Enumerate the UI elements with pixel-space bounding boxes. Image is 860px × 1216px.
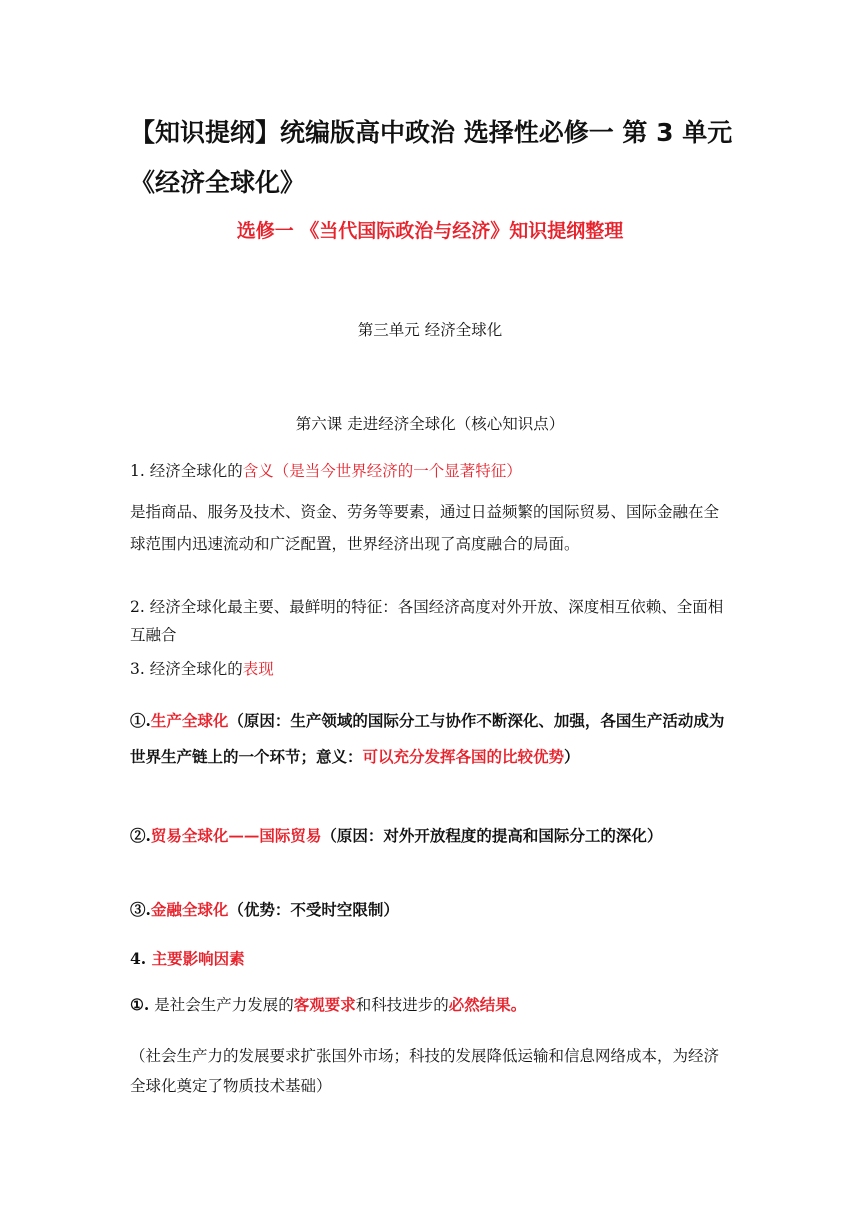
section-2-text: 2. 经济全球化最主要、最鲜明的特征：各国经济高度对外开放、深度相互依赖、全面相互融合 <box>130 598 724 644</box>
item-2-number: ②. <box>130 826 151 845</box>
section-4-heading <box>130 946 730 972</box>
section-4-note: （社会生产力的发展要求扩张国外市场；科技的发展降低运输和信息网络成本，为经济全球化奠定了物质技术基础） <box>130 1047 720 1095</box>
item-2-highlight: 贸易全球化——国际贸易 <box>150 826 322 845</box>
section-3-item-3 <box>130 897 730 923</box>
section-3-prefix: 3. 经济全球化的 <box>130 660 243 678</box>
s4-item-1-highlight-2: 必然结果。 <box>448 995 527 1014</box>
item-1-text: （原因：生产领域的国际分工与协作不断深化、加强，各国生产活动成为世界生产链上的一个环节；意义： <box>130 711 725 766</box>
section-3-heading <box>130 656 730 682</box>
lesson-heading: 第六课 走进经济全球化（核心知识点） <box>295 415 565 433</box>
item-1-highlight-2: 可以充分发挥各国的比较优势 <box>362 747 565 766</box>
item-1-end: ） <box>564 747 580 766</box>
section-4-highlight: 主要影响因素 <box>151 949 245 968</box>
section-4-prefix: 4. <box>130 949 152 968</box>
section-4-item-1 <box>130 992 730 1018</box>
s4-item-1-highlight-1: 客观要求 <box>293 995 356 1014</box>
item-3-highlight: 金融全球化 <box>150 900 229 919</box>
item-1-number: ①. <box>130 711 151 730</box>
item-3-number: ③. <box>130 900 151 919</box>
section-3-highlight: 表现 <box>242 660 274 678</box>
section-3-item-2 <box>130 814 730 858</box>
item-3-text: （优势：不受时空限制） <box>228 900 399 919</box>
section-1-body: 是指商品、服务及技术、资金、劳务等要素，通过日益频繁的国际贸易、国际金融在全球范围内迅速流动和广泛配置，世界经济出现了高度融合的局面。 <box>130 503 720 553</box>
document-title: 【知识提纲】统编版高中政治 选择性必修一 第 3 单元《经济全球化》 <box>130 118 733 197</box>
unit-heading: 第三单元 经济全球化 <box>357 321 503 339</box>
document-subtitle: 选修一 《当代国际政治与经济》知识提纲整理 <box>236 220 624 242</box>
s4-item-1-text-b: 和科技进步的 <box>355 996 449 1014</box>
section-1-highlight: 含义（是当今世界经济的一个显著特征） <box>242 462 522 480</box>
s4-item-1-number: ①. <box>130 995 150 1014</box>
item-2-text: （原因：对外开放程度的提高和国际分工的深化） <box>321 826 663 845</box>
section-3-item-1 <box>130 703 730 775</box>
s4-item-1-text-a: 是社会生产力发展的 <box>149 996 294 1014</box>
item-1-highlight: 生产全球化 <box>150 711 229 730</box>
section-1-prefix: 1. 经济全球化的 <box>130 462 243 480</box>
section-1-heading <box>130 458 730 484</box>
